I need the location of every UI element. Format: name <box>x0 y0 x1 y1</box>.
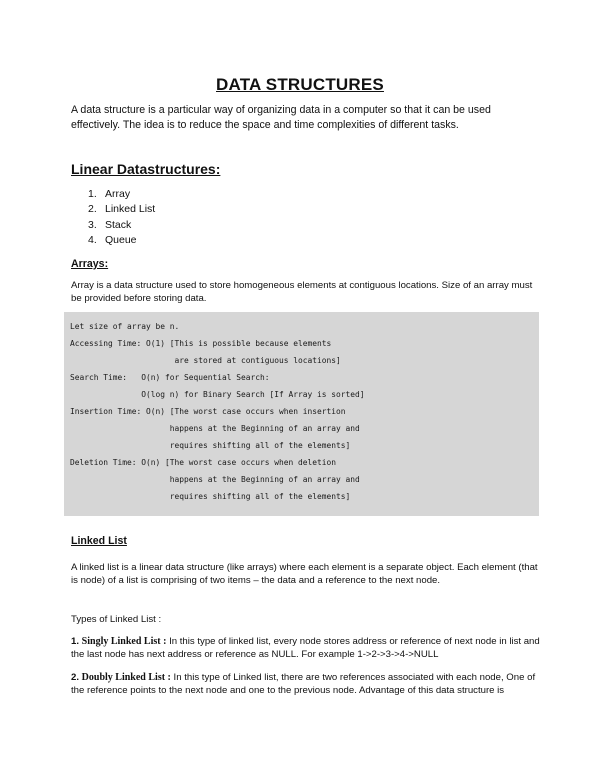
code-text: Let size of array be n. Accessing Time: O(1) [This is possible because elements are stored at contiguous locations] Search Time: O(n) for Sequential Search: O(log n) for Binary Search [If Array is sorted] Insertion Time: O(n) [The worst case occurs when insertion happens at the Beginning of an array and requires shifting all of the elements] Deletion Time: O(n) [The worst case occurs when deletion happens at the Beginning of an array and requires shifting all of the elements] <box>70 322 365 502</box>
list-number: 4. <box>88 233 97 246</box>
intro-paragraph: A data structure is a particular way of organizing data in a computer so that it can be used effectively. The idea is to reduce the space and time complexities of different tasks. <box>71 104 491 131</box>
list-label: Array <box>105 188 131 200</box>
doubly-label: Doubly Linked List : <box>81 672 171 683</box>
singly-text: In this type of linked list, every node stores address or reference of next node in list and the last node has next address or reference as NULL. For example 1->2->3->4->NULL <box>71 636 540 660</box>
list-item <box>88 187 155 202</box>
list-number: 2. <box>88 203 97 216</box>
doubly-prefix: 2. <box>71 672 82 683</box>
linear-datastructures-list <box>88 187 155 248</box>
linked-list-types-heading: Types of Linked List : <box>71 614 162 625</box>
singly-linked-list-paragraph <box>71 635 541 661</box>
doubly-text: In this type of Linked list, there are two references associated with each node, One of the reference points to the next node and one to the previous node. Advantage of this data structure is <box>71 672 536 696</box>
arrays-heading: Arrays: <box>71 258 109 270</box>
list-number: 3. <box>88 218 97 231</box>
singly-prefix: 1. <box>71 636 82 647</box>
list-item <box>88 233 155 248</box>
linked-list-heading: Linked List <box>71 535 127 547</box>
linked-list-description: A linked list is a linear data structure (like arrays) where each element is a separate object. Each element (that is node) of a list is comprising of two items – the data and a reference to the next node. <box>71 562 538 586</box>
linear-datastructures-heading: Linear Datastructures: <box>71 161 221 177</box>
list-number: 1. <box>88 188 97 200</box>
list-label: Queue <box>105 233 137 246</box>
page-title: DATA STRUCTURES <box>216 75 384 94</box>
list-item <box>88 202 155 217</box>
doubly-linked-list-paragraph <box>71 671 541 697</box>
list-item <box>88 218 155 233</box>
singly-label: Singly Linked List : <box>81 636 167 647</box>
list-label: Linked List <box>105 203 156 216</box>
arrays-code-block <box>64 312 539 516</box>
arrays-description: Array is a data structure used to store homogeneous elements at contiguous locations. Size of an array must be provided before storing data. <box>71 280 533 304</box>
list-label: Stack <box>105 218 132 231</box>
